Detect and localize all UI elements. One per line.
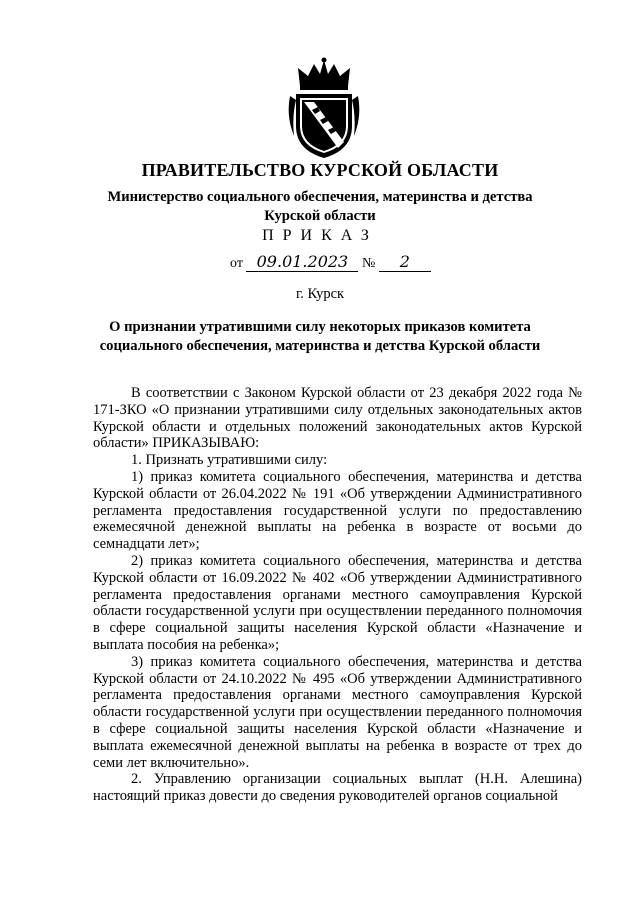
- preamble-paragraph: В соответствии с Законом Курской области от 23 декабря 2022 года № 171-ЗКО «О признании утратившими силу отдельных законодательных актов Курской области и отдельных положений законодательных актов Курской области» ПРИКАЗЫВАЮ:: [93, 385, 582, 452]
- order-date-number-line: [230, 253, 431, 272]
- order-body: [93, 385, 582, 805]
- order-subject: [60, 318, 580, 356]
- government-name: ПРАВИТЕЛЬСТВО КУРСКОЙ ОБЛАСТИ: [141, 160, 499, 180]
- date-prefix: от: [230, 256, 243, 271]
- item-2-paragraph: 2. Управлению организации социальных выплат (Н.Н. Алешина) настоящий приказ довести до сведения руководителей органов социальной: [93, 771, 582, 805]
- item-1-1-paragraph: 1) приказ комитета социального обеспечения, материнства и детства Курской области от 26.04.2022 № 191 «Об утверждении Административного регламента предоставления государственной услуги по предоставлению ежемесячной денежной выплаты на ребенка в возрасте от восьми до семнадцати лет»;: [93, 468, 582, 553]
- order-number: 2: [379, 253, 431, 272]
- number-sign: №: [361, 256, 376, 271]
- order-date: 09.01.2023: [246, 253, 358, 272]
- ministry-line-1: Министерство социального обеспечения, материнства и детства: [107, 189, 533, 205]
- subject-line-2: социального обеспечения, материнства и детства Курской области: [99, 338, 541, 354]
- ministry-line-2: Курской области: [264, 208, 376, 224]
- item-1-3-paragraph: 3) приказ комитета социального обеспечения, материнства и детства Курской области от 24.10.2022 № 495 «Об утверждении Административного регламента предоставления органами местного самоуправления Курской области государственной услуги при осуществлении переданного полномочия в сфере социальной защиты населения Курской области «Назначение и выплата ежемесячной денежной выплаты на ребенка в возрасте от трех до семи лет включительно».: [93, 653, 582, 771]
- ministry-name: [0, 188, 640, 226]
- item-1-2-paragraph: 2) приказ комитета социального обеспечения, материнства и детства Курской области от 16.09.2022 № 402 «Об утверждении Административного регламента предоставления органами местного самоуправления Курской области государственной услуги при осуществлении переданного полномочия в сфере социальной защиты населения Курской области «Назначение и выплата пособия на ребенка»;: [93, 552, 582, 653]
- item-1-title: 1. Признать утратившими силу:: [131, 452, 328, 469]
- subject-line-1: О признании утратившими силу некоторых приказов комитета: [109, 319, 531, 335]
- city: г. Курск: [295, 286, 345, 302]
- coat-of-arms-icon: [284, 56, 364, 160]
- order-title: ПРИКАЗ: [262, 227, 378, 244]
